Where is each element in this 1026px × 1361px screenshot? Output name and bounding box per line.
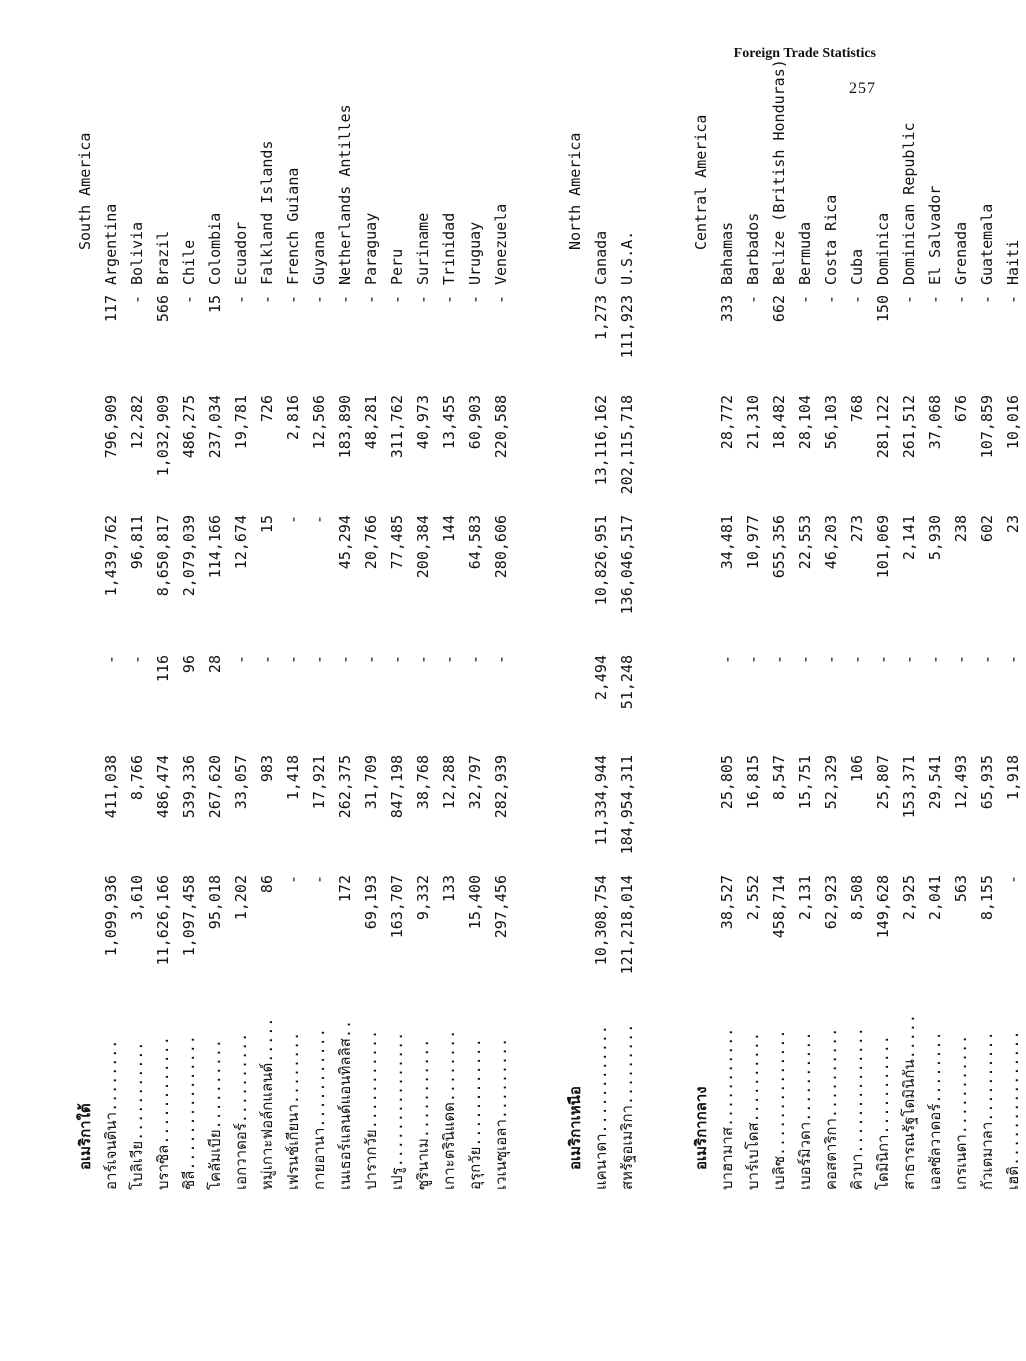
value-cell-c3: 28: [206, 655, 224, 674]
value-cell-c2: 184,954,311: [618, 755, 636, 855]
table-row: [280, 0, 306, 1190]
table-row: [124, 0, 150, 1190]
value-cell-c2: 31,709: [362, 755, 380, 810]
country-name-en: Netherlands Antilles: [336, 104, 354, 285]
table-row: [176, 0, 202, 1190]
value-cell-c4: 64,583: [466, 515, 484, 570]
value-cell-c5: 2,816: [284, 395, 302, 441]
page-number: 257: [849, 80, 876, 97]
country-name-th: เอลซัลวาดอร์........: [926, 1031, 944, 1190]
value-cell-c6: -: [128, 295, 146, 305]
country-name-th: ชิลี...............: [180, 1035, 198, 1190]
table-row: [150, 0, 176, 1190]
value-cell-c2: 411,038: [102, 755, 120, 819]
value-cell-c6: 566: [154, 295, 172, 323]
value-cell-c2: 33,057: [232, 755, 250, 810]
value-cell-c2: 1,918: [1004, 755, 1022, 801]
value-cell-c5: 261,512: [900, 395, 918, 459]
value-cell-c4: 77,485: [388, 515, 406, 570]
value-cell-c5: 281,122: [874, 395, 892, 459]
country-name-th: บาฮามาส...........: [718, 1027, 736, 1190]
country-name-en: Argentina: [102, 203, 120, 285]
value-cell-c4: 144: [440, 515, 458, 543]
value-cell-c5: 12,506: [310, 395, 328, 450]
value-cell-c2: 65,935: [978, 755, 996, 810]
region-name-en: South America: [76, 132, 94, 250]
table-row: [896, 0, 922, 1190]
value-cell-c5: 13,455: [440, 395, 458, 450]
value-cell-c2: 1,418: [284, 755, 302, 801]
table-row: [1000, 0, 1026, 1190]
value-cell-c4: 602: [978, 515, 996, 543]
value-cell-c2: 539,336: [180, 755, 198, 819]
value-cell-c6: -: [796, 295, 814, 305]
value-cell-c3: -: [492, 655, 510, 665]
value-cell-c6: -: [310, 295, 328, 305]
value-cell-c3: -: [284, 655, 302, 665]
country-name-en: U.S.A.: [618, 230, 636, 285]
value-cell-c4: 15: [258, 515, 276, 534]
value-cell-c4: 20,766: [362, 515, 380, 570]
value-cell-c3: -: [310, 655, 328, 665]
value-cell-c1: 11,626,166: [154, 875, 172, 966]
value-cell-c4: 114,166: [206, 515, 224, 579]
value-cell-c2: 25,805: [718, 755, 736, 810]
value-cell-c5: 486,275: [180, 395, 198, 459]
value-cell-c3: -: [900, 655, 918, 665]
value-cell-c3: -: [952, 655, 970, 665]
value-cell-c6: -: [822, 295, 840, 305]
value-cell-c3: -: [978, 655, 996, 665]
value-cell-c4: 200,384: [414, 515, 432, 579]
table-row: [436, 0, 462, 1190]
country-name-en: Peru: [388, 248, 406, 285]
value-cell-c6: -: [232, 295, 250, 305]
region-name-en: Central America: [692, 114, 710, 250]
country-name-th: คอสตาริกา..........: [822, 1027, 840, 1190]
value-cell-c1: 3,610: [128, 875, 146, 921]
value-cell-c1: 297,456: [492, 875, 510, 939]
value-cell-c4: 5,930: [926, 515, 944, 561]
value-cell-c1: 86: [258, 875, 276, 894]
value-cell-c5: 40,973: [414, 395, 432, 450]
country-name-th: อาร์เจนตินา........: [102, 1039, 120, 1190]
value-cell-c1: 8,155: [978, 875, 996, 921]
value-cell-c3: -: [718, 655, 736, 665]
country-name-th: สาธารณรัฐโดมินิกัน.....: [900, 1014, 918, 1190]
value-cell-c3: -: [414, 655, 432, 665]
country-name-en: Bahamas: [718, 221, 736, 285]
country-name-en: El Salvador: [926, 185, 944, 285]
table-row: [488, 0, 514, 1190]
value-cell-c1: 1,099,936: [102, 875, 120, 957]
value-cell-c1: 2,041: [926, 875, 944, 921]
country-name-en: Costa Rica: [822, 194, 840, 285]
value-cell-c5: 56,103: [822, 395, 840, 450]
country-name-en: Haiti: [1004, 239, 1022, 285]
value-cell-c4: 101,069: [874, 515, 892, 579]
region-heading: [72, 0, 98, 1190]
value-cell-c1: 458,714: [770, 875, 788, 939]
country-name-en: Guyana: [310, 230, 328, 285]
table-row: [974, 0, 1000, 1190]
value-cell-c1: 133: [440, 875, 458, 903]
value-cell-c3: 2,494: [592, 655, 610, 701]
value-cell-c2: 486,474: [154, 755, 172, 819]
value-cell-c3: -: [796, 655, 814, 665]
country-name-th: เฮติ...............: [1004, 1030, 1022, 1190]
value-cell-c1: 1,202: [232, 875, 250, 921]
country-name-en: Bolivia: [128, 221, 146, 285]
table-row: [818, 0, 844, 1190]
table-row: [588, 0, 614, 1190]
country-name-en: Dominican Republic: [900, 122, 918, 285]
value-cell-c4: 22,553: [796, 515, 814, 570]
value-cell-c4: 10,826,951: [592, 515, 610, 606]
country-name-th: เกาะตรินิแดด........: [440, 1029, 458, 1190]
country-name-en: Falkland Islands: [258, 140, 276, 285]
value-cell-c5: 311,762: [388, 395, 406, 459]
country-name-en: Barbados: [744, 212, 762, 285]
value-cell-c4: 273: [848, 515, 866, 543]
country-name-en: Suriname: [414, 212, 432, 285]
country-name-th: เอกวาดอร์..........: [232, 1032, 250, 1190]
value-cell-c4: 238: [952, 515, 970, 543]
value-cell-c5: 48,281: [362, 395, 380, 450]
table-row: [358, 0, 384, 1190]
value-cell-c5: 768: [848, 395, 866, 423]
country-name-th: แคนาดา............: [592, 1025, 610, 1190]
value-cell-c6: 117: [102, 295, 120, 323]
table-row: [462, 0, 488, 1190]
table-row: [614, 0, 640, 1190]
value-cell-c3: -: [128, 655, 146, 665]
table-row: [740, 0, 766, 1190]
value-cell-c4: 2,079,039: [180, 515, 198, 597]
value-cell-c4: 8,650,817: [154, 515, 172, 597]
value-cell-c1: -: [284, 875, 302, 885]
value-cell-c2: 52,329: [822, 755, 840, 810]
country-name-en: Uruguay: [466, 221, 484, 285]
value-cell-c6: -: [848, 295, 866, 305]
region-heading: [562, 0, 588, 1190]
value-cell-c3: -: [362, 655, 380, 665]
country-name-en: Ecuador: [232, 221, 250, 285]
value-cell-c4: 96,811: [128, 515, 146, 570]
value-cell-c5: 183,890: [336, 395, 354, 459]
value-cell-c6: -: [1004, 295, 1022, 305]
value-cell-c6: -: [744, 295, 762, 305]
value-cell-c1: 172: [336, 875, 354, 903]
value-cell-c2: 29,541: [926, 755, 944, 810]
value-cell-c6: -: [362, 295, 380, 305]
value-cell-c2: 267,620: [206, 755, 224, 819]
region-heading: [688, 0, 714, 1190]
value-cell-c5: 18,482: [770, 395, 788, 450]
country-name-th: โดมินิกา...........: [874, 1035, 892, 1190]
value-cell-c6: -: [414, 295, 432, 305]
value-cell-c3: -: [926, 655, 944, 665]
value-cell-c5: 220,588: [492, 395, 510, 459]
value-cell-c5: 237,034: [206, 395, 224, 459]
value-cell-c5: 12,282: [128, 395, 146, 450]
country-name-th: เวเนซุเอลา.........: [492, 1037, 510, 1190]
value-cell-c3: 96: [180, 655, 198, 674]
value-cell-c6: 111,923: [618, 295, 636, 359]
region-name-en: North America: [566, 132, 584, 250]
value-cell-c5: 726: [258, 395, 276, 423]
table-row: [332, 0, 358, 1190]
value-cell-c5: 28,772: [718, 395, 736, 450]
country-name-en: Trinidad: [440, 212, 458, 285]
value-cell-c1: 95,018: [206, 875, 224, 930]
value-cell-c6: -: [492, 295, 510, 305]
table-row: [922, 0, 948, 1190]
value-cell-c1: 2,552: [744, 875, 762, 921]
table-row: [870, 0, 896, 1190]
table-row: [202, 0, 228, 1190]
value-cell-c1: 62,923: [822, 875, 840, 930]
value-cell-c1: 38,527: [718, 875, 736, 930]
table-row: [766, 0, 792, 1190]
value-cell-c5: 202,115,718: [618, 395, 636, 495]
value-cell-c6: -: [466, 295, 484, 305]
running-header-title: Foreign Trade Statistics: [733, 46, 876, 61]
value-cell-c1: 1,097,458: [180, 875, 198, 957]
country-name-th: เนเธอร์แลนด์แอนทิลลิส..: [336, 1019, 354, 1190]
value-cell-c1: 149,628: [874, 875, 892, 939]
value-cell-c5: 60,903: [466, 395, 484, 450]
value-cell-c4: 45,294: [336, 515, 354, 570]
value-cell-c5: 28,104: [796, 395, 814, 450]
value-cell-c1: 8,508: [848, 875, 866, 921]
value-cell-c3: -: [822, 655, 840, 665]
country-name-en: Guatemala: [978, 203, 996, 285]
trade-table: [50, 0, 1022, 1190]
value-cell-c6: -: [336, 295, 354, 305]
value-cell-c1: -: [1004, 875, 1022, 885]
value-cell-c5: 37,068: [926, 395, 944, 450]
value-cell-c2: 8,547: [770, 755, 788, 801]
country-name-en: Paraguay: [362, 212, 380, 285]
value-cell-c1: 9,332: [414, 875, 432, 921]
value-cell-c2: 983: [258, 755, 276, 783]
table-row: [384, 0, 410, 1190]
value-cell-c3: -: [102, 655, 120, 665]
value-cell-c3: 116: [154, 655, 172, 683]
table-row: [844, 0, 870, 1190]
value-cell-c4: -: [284, 515, 302, 525]
region-name-th: อเมริกาเหนือ: [566, 1086, 584, 1170]
value-cell-c5: 796,909: [102, 395, 120, 459]
value-cell-c2: 12,288: [440, 755, 458, 810]
value-cell-c1: 10,308,754: [592, 875, 610, 966]
table-row: [792, 0, 818, 1190]
value-cell-c5: 19,781: [232, 395, 250, 450]
value-cell-c4: 280,606: [492, 515, 510, 579]
value-cell-c2: 11,334,944: [592, 755, 610, 846]
table-row: [228, 0, 254, 1190]
table-row: [948, 0, 974, 1190]
value-cell-c1: 163,707: [388, 875, 406, 939]
country-name-th: กายอานา...........: [310, 1028, 328, 1190]
value-cell-c4: 10,977: [744, 515, 762, 570]
value-cell-c2: 262,375: [336, 755, 354, 819]
value-cell-c3: -: [336, 655, 354, 665]
country-name-th: บาร์เบโดส..........: [744, 1032, 762, 1190]
country-name-en: Chile: [180, 239, 198, 285]
value-cell-c5: 676: [952, 395, 970, 423]
value-cell-c3: -: [232, 655, 250, 665]
country-name-th: คิวบา..............: [848, 1027, 866, 1190]
country-name-th: โคลัมเบีย..........: [206, 1039, 224, 1190]
value-cell-c1: 2,131: [796, 875, 814, 921]
value-cell-c6: -: [180, 295, 198, 305]
country-name-en: Bermuda: [796, 221, 814, 285]
value-cell-c4: 46,203: [822, 515, 840, 570]
table-row: [306, 0, 332, 1190]
country-name-en: French Guiana: [284, 167, 302, 285]
value-cell-c6: 662: [770, 295, 788, 323]
value-cell-c3: -: [874, 655, 892, 665]
value-cell-c6: -: [440, 295, 458, 305]
table-row: [254, 0, 280, 1190]
value-cell-c6: 150: [874, 295, 892, 323]
value-cell-c5: 21,310: [744, 395, 762, 450]
value-cell-c4: 136,046,517: [618, 515, 636, 615]
country-name-th: หมู่เกาะฟอล์กแลนด์.....: [258, 1017, 276, 1190]
value-cell-c6: -: [926, 295, 944, 305]
value-cell-c1: 563: [952, 875, 970, 903]
country-name-en: Colombia: [206, 212, 224, 285]
value-cell-c4: 23: [1004, 515, 1022, 534]
value-cell-c2: 282,939: [492, 755, 510, 819]
value-cell-c6: -: [900, 295, 918, 305]
value-cell-c4: 1,439,762: [102, 515, 120, 597]
country-name-en: Belize (British Honduras): [770, 59, 788, 285]
value-cell-c1: 121,218,014: [618, 875, 636, 975]
country-name-th: เบลิซ..............: [770, 1029, 788, 1190]
value-cell-c5: 107,859: [978, 395, 996, 459]
value-cell-c4: 12,674: [232, 515, 250, 570]
value-cell-c4: 655,356: [770, 515, 788, 579]
region-name-th: อเมริกาใต้: [76, 1103, 94, 1170]
value-cell-c4: -: [310, 515, 328, 525]
value-cell-c2: 16,815: [744, 755, 762, 810]
value-cell-c3: -: [440, 655, 458, 665]
value-cell-c1: 15,400: [466, 875, 484, 930]
country-name-en: Cuba: [848, 248, 866, 285]
country-name-th: เฟรนช์เกียนา........: [284, 1031, 302, 1190]
country-name-th: เปรู...............: [388, 1031, 406, 1190]
value-cell-c3: -: [744, 655, 762, 665]
country-name-th: อุรุกวัย............: [466, 1038, 484, 1190]
country-name-th: สหรัฐอเมริกา.........: [618, 1023, 636, 1190]
value-cell-c4: 2,141: [900, 515, 918, 561]
value-cell-c3: 51,248: [618, 655, 636, 710]
country-name-th: กัวเตมาลา..........: [978, 1031, 996, 1190]
country-name-th: ปารากวัย...........: [362, 1029, 380, 1190]
value-cell-c2: 38,768: [414, 755, 432, 810]
value-cell-c6: -: [258, 295, 276, 305]
country-name-th: บราซิล............: [154, 1036, 172, 1190]
value-cell-c2: 15,751: [796, 755, 814, 810]
value-cell-c2: 847,198: [388, 755, 406, 819]
value-cell-c3: -: [848, 655, 866, 665]
value-cell-c3: -: [258, 655, 276, 665]
value-cell-c6: 1,273: [592, 295, 610, 341]
country-name-en: Canada: [592, 230, 610, 285]
value-cell-c3: -: [388, 655, 406, 665]
value-cell-c2: 17,921: [310, 755, 328, 810]
country-name-th: เบอร์มิวดา..........: [796, 1031, 814, 1190]
value-cell-c6: 15: [206, 295, 224, 314]
value-cell-c1: -: [310, 875, 328, 885]
country-name-en: Venezuela: [492, 203, 510, 285]
value-cell-c6: -: [388, 295, 406, 305]
value-cell-c5: 13,116,162: [592, 395, 610, 486]
value-cell-c2: 8,766: [128, 755, 146, 801]
table-row: [98, 0, 124, 1190]
country-name-th: ซูรินาเม...........: [414, 1038, 432, 1190]
value-cell-c4: 34,481: [718, 515, 736, 570]
value-cell-c1: 69,193: [362, 875, 380, 930]
value-cell-c3: -: [466, 655, 484, 665]
value-cell-c1: 2,925: [900, 875, 918, 921]
country-name-en: Dominica: [874, 212, 892, 285]
value-cell-c2: 32,797: [466, 755, 484, 810]
value-cell-c5: 10,016: [1004, 395, 1022, 450]
region-name-th: อเมริกากลาง: [692, 1086, 710, 1170]
country-name-th: โบลิเวีย...........: [128, 1041, 146, 1190]
value-cell-c6: -: [952, 295, 970, 305]
value-cell-c2: 153,371: [900, 755, 918, 819]
value-cell-c2: 12,493: [952, 755, 970, 810]
country-name-en: Grenada: [952, 221, 970, 285]
table-row: [410, 0, 436, 1190]
country-name-th: เกรเนดา...........: [952, 1034, 970, 1190]
value-cell-c3: -: [1004, 655, 1022, 665]
value-cell-c6: -: [284, 295, 302, 305]
value-cell-c5: 1,032,909: [154, 395, 172, 477]
value-cell-c2: 106: [848, 755, 866, 783]
value-cell-c6: -: [978, 295, 996, 305]
country-name-en: Brazil: [154, 230, 172, 285]
value-cell-c2: 25,807: [874, 755, 892, 810]
value-cell-c6: 333: [718, 295, 736, 323]
value-cell-c3: -: [770, 655, 788, 665]
table-row: [714, 0, 740, 1190]
